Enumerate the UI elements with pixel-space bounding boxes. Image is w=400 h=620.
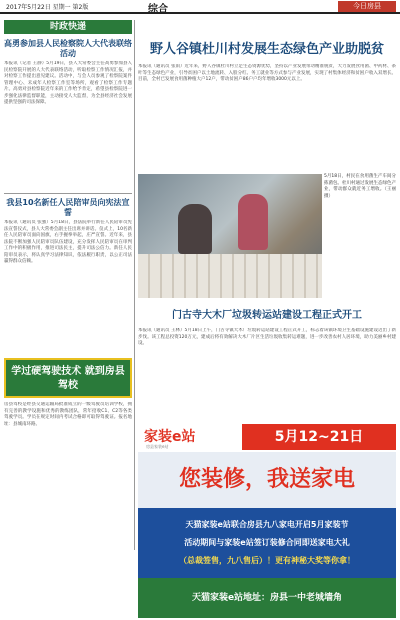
right-column	[138, 20, 396, 378]
issue-date: 2017年5月22日 星期一 第2版	[6, 4, 89, 11]
main-headline: 野人谷镇杜川村发展生态绿色产业助脱贫	[149, 42, 384, 57]
ad-body: 房县驾校是经县交通运输局批准成立的一级驾驶员培训学校，拥有完善的教学设施和优秀的教练团队，常年招收C1、C2等各类驾驶学员。学员在规定时间内考试合格即可取得驾驶证。报名地址：县城南环路。	[4, 402, 132, 427]
column-banner: 时政快递	[4, 20, 132, 34]
article-headline: 门古寺大木厂垃圾转运站建设工程正式开工	[172, 310, 362, 321]
left-column	[4, 20, 132, 562]
ad-line: 活动期间与家装e站签订装修合同即送家电大礼	[184, 538, 350, 547]
ad-line: 天猫家装e站联合房县九八家电开启5月家装节	[185, 520, 349, 529]
ad-details	[138, 508, 396, 578]
article-body: 本报讯（通讯员 张强）5月18日，县法院举行新任人民陪审员宪法宣誓仪式，县人大常委会副主任出席并讲话。仪式上，10名新任人民陪审员面向国旗，右手握拳举起，庄严宣誓。近年来，县法院不断加强人民陪审员队伍建设，充分发挥人民陪审员在审判工作中的积极作用，推进司法民主，提升司法公信力。新任人民陪审员表示，将认真学习法律知识，依法履行职责，以公正司法赢得群众信赖。	[4, 220, 132, 265]
divider	[4, 193, 132, 194]
ad-tagline: 房县家装e站	[146, 444, 169, 449]
mushroom-bags	[138, 254, 322, 298]
article-body: 本报讯（记者 王静）5月19日，县人大常委会主任高勇参加县人民检察院开展的人大代表联络活动，听取检察工作情况汇报，并对检察工作提出意见建议。活动中，与会人员参观了检察院案件管理中心、未成年人检察工作室等场所，观看了检察工作专题片。高勇对县检察院近年来的工作给予肯定，希望县检察院进一步强化法律监督职能，主动接受人大监督，为全县经济社会发展提供坚强的司法保障。	[4, 61, 132, 106]
photo-caption: 5月18日，村民在食用菌生产车间分拣菌包。杜川村通过发展生态绿色产业，带动群众就近务工增收。（王丽 摄）	[324, 174, 396, 199]
factory-photo	[138, 174, 322, 298]
page-header	[0, 0, 400, 14]
worker-figure	[178, 204, 212, 254]
ad-logo: 家装e站	[144, 429, 196, 445]
ad-address: 天猫家装e站地址：房县一中老城墙角	[138, 578, 396, 618]
ad-top	[138, 422, 396, 452]
home-decoration-ad	[138, 422, 396, 618]
section-title: 综合	[148, 4, 168, 15]
column-divider	[134, 20, 135, 550]
article-body: 本报讯（通讯员 张雨）近年来，野人谷镇杜川村立足生态资源优势，坚持以产业发展带动精准脱贫，大力发展食用菌、中药材、茶叶等生态绿色产业，引导贫困户以土地流转、入股分红、务工就业等方式参与产业发展，实现了村集体经济和贫困户收入双增长。目前，全村已发展食用菌种植大户12户，带动贫困户86户户均年增收3000元以上。	[138, 64, 396, 82]
ad-slogan: 您装修，我送家电	[178, 467, 355, 492]
article-headline: 高勇参加县人民检察院人大代表联络活动	[4, 39, 132, 58]
article-headline: 我县10名新任人民陪审员向宪法宣誓	[6, 198, 130, 217]
article-body: 本报讯（通讯员 王林）5月18日上午，门古寺镇大木厂垃圾转运站建设工程正式开工，标志着该镇环境卫生基础设施建设迈出了新步伐。该工程总投资120万元，建成后将有效解决大木厂片区生活垃圾收集转运难题，进一步改善农村人居环境，助力美丽乡村建设。	[138, 328, 396, 346]
driving-school-banner: 学过硬驾驶技术 就到房县驾校	[4, 358, 132, 398]
newspaper-logo: 今日房县	[338, 1, 396, 12]
ad-line: （总裁签售，九八售后）！更有神秘大奖等你拿！	[179, 556, 355, 565]
photo-block	[138, 174, 396, 298]
ad-dates: 5月12~21日	[242, 424, 396, 450]
worker-figure	[238, 194, 268, 250]
